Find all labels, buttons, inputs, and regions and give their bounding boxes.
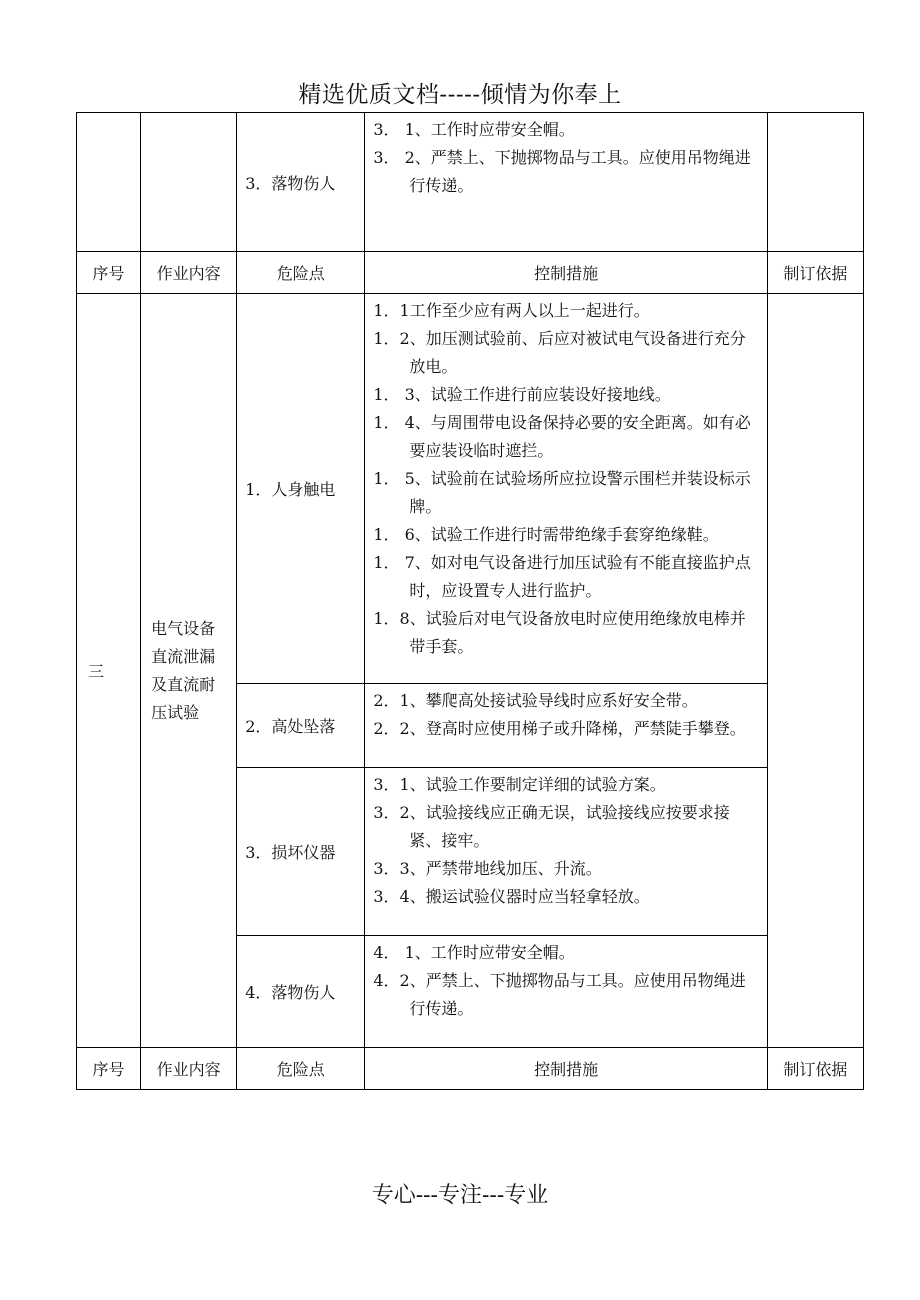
header-job: 作业内容 xyxy=(141,1048,237,1090)
measure-item: 1． 4、与周围带电设备保持必要的安全距离。如有必要应装设临时遮拦。 xyxy=(373,413,751,460)
risk-cell: 2．高处坠落 xyxy=(237,684,365,768)
measure-item: 3． 1、工作时应带安全帽。 xyxy=(373,120,575,139)
header-basis: 制订依据 xyxy=(767,1048,863,1090)
risk-cell: 3．落物伤人 xyxy=(237,113,365,252)
job-cell: 电气设备直流泄漏及直流耐压试验 xyxy=(141,294,237,1048)
header-job: 作业内容 xyxy=(141,252,237,294)
measure-item: 3．2、试验接线应正确无误，试验接线应按要求接紧、接牢。 xyxy=(373,803,730,850)
measure-item: 1．1工作至少应有两人以上一起进行。 xyxy=(373,301,650,320)
measure-item: 3．1、试验工作要制定详细的试验方案。 xyxy=(373,775,666,794)
measures-cell xyxy=(365,936,768,1048)
measure-item: 4． 1、工作时应带安全帽。 xyxy=(373,943,575,962)
basis-cell xyxy=(767,294,863,1048)
measure-item: 1．2、加压测试验前、后应对被试电气设备进行充分放电。 xyxy=(373,329,746,376)
measure-item: 1． 3、试验工作进行前应装设好接地线。 xyxy=(373,385,671,404)
risk-cell: 1．人身触电 xyxy=(237,294,365,684)
measures-cell xyxy=(365,768,768,936)
seq-cell xyxy=(77,113,141,252)
header-seq: 序号 xyxy=(77,252,141,294)
measure-item: 2．1、攀爬高处接试验导线时应系好安全带。 xyxy=(373,691,698,710)
measure-item: 4．2、严禁上、下抛掷物品与工具。应使用吊物绳进行传递。 xyxy=(373,971,746,1018)
risk-cell: 3．损坏仪器 xyxy=(237,768,365,936)
risk-control-table xyxy=(76,112,864,1090)
measure-item: 1．8、试验后对电气设备放电时应使用绝缘放电棒并带手套。 xyxy=(373,609,746,656)
measure-item: 1． 6、试验工作进行时需带绝缘手套穿绝缘鞋。 xyxy=(373,525,719,544)
measure-item: 3．3、严禁带地线加压、升流。 xyxy=(373,859,602,878)
measure-item: 3． 2、严禁上、下抛掷物品与工具。应使用吊物绳进行传递。 xyxy=(373,148,751,195)
header-risk: 危险点 xyxy=(237,1048,365,1090)
table-row xyxy=(77,294,864,684)
table-header-row xyxy=(77,252,864,294)
table-row xyxy=(77,113,864,252)
job-cell xyxy=(141,113,237,252)
header-control: 控制措施 xyxy=(365,1048,768,1090)
measures-cell xyxy=(365,113,768,252)
header-risk: 危险点 xyxy=(237,252,365,294)
header-basis: 制订依据 xyxy=(767,252,863,294)
seq-cell: 三 xyxy=(77,294,141,1048)
measure-item: 1． 5、试验前在试验场所应拉设警示围栏并装设标示牌。 xyxy=(373,469,751,516)
header-seq: 序号 xyxy=(77,1048,141,1090)
page-footer: 专心---专注---专业 xyxy=(371,1183,549,1208)
table-header-row xyxy=(77,1048,864,1090)
measure-item: 1． 7、如对电气设备进行加压试验有不能直接监护点时，应设置专人进行监护。 xyxy=(373,553,751,600)
header-control: 控制措施 xyxy=(365,252,768,294)
measure-item: 3．4、搬运试验仪器时应当轻拿轻放。 xyxy=(373,887,650,906)
measure-item: 2．2、登高时应使用梯子或升降梯，严禁陡手攀登。 xyxy=(373,719,746,738)
basis-cell xyxy=(767,113,863,252)
measures-cell xyxy=(365,294,768,684)
page-header: 精选优质文档-----倾情为你奉上 xyxy=(298,82,622,108)
measures-cell xyxy=(365,684,768,768)
risk-cell: 4．落物伤人 xyxy=(237,936,365,1048)
